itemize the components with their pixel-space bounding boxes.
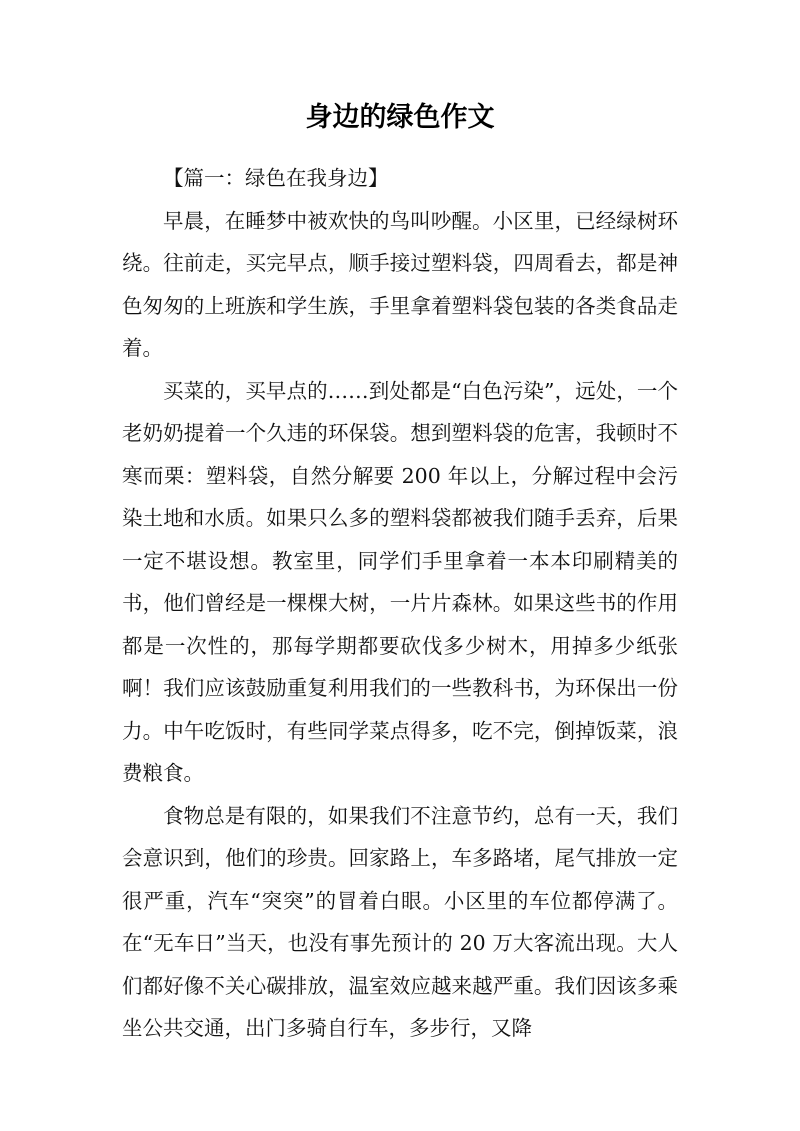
paragraph-3: 食物总是有限的，如果我们不注意节约，总有一天，我们会意识到，他们的珍贵。回家路上，车多路堵，尾气排放一定很严重，汽车“突突”的冒着白眼。小区里的车位都停满了。在“无车日”当天，也没有事先预计的 20 万大客流出现。大人们都好像不关心碳排放，温室效应越来越严重。我们因该多乘坐公共交通，出门多骑自行车，多步行，又降 xyxy=(122,803,678,1040)
paragraph-1: 早晨，在睡梦中被欢快的鸟叫吵醒。小区里，已经绿树环绕。往前走，买完早点，顺手接过塑料袋，四周看去，都是神色匆匆的上班族和学生族，手里拿着塑料袋包装的各类食品走着。 xyxy=(122,208,678,360)
paragraph-2: 买菜的，买早点的……到处都是“白色污染”，远处，一个老奶奶提着一个久违的环保袋。想到塑料袋的危害，我顿时不寒而栗：塑料袋，自然分解要 200 年以上，分解过程中会污染土地和水质。如果只么多的塑料袋都被我们随手丢弃，后果一定不堪设想。教室里，同学们手里拿着一本本印刷精美的书，他们曾经是一棵棵大树，一片片森林。如果这些书的作用都是一次性的，那每学期都要砍伐多少树木，用掉多少纸张啊！我们应该鼓励重复利用我们的一些教科书，为环保出一份力。中午吃饭时，有些同学菜点得多，吃不完，倒掉饭菜，浪费粮食。 xyxy=(122,378,678,785)
section-heading: 【篇一：绿色在我身边】 xyxy=(163,166,389,190)
document-title: 身边的绿色作文 xyxy=(305,102,495,133)
document-body xyxy=(122,157,678,1050)
